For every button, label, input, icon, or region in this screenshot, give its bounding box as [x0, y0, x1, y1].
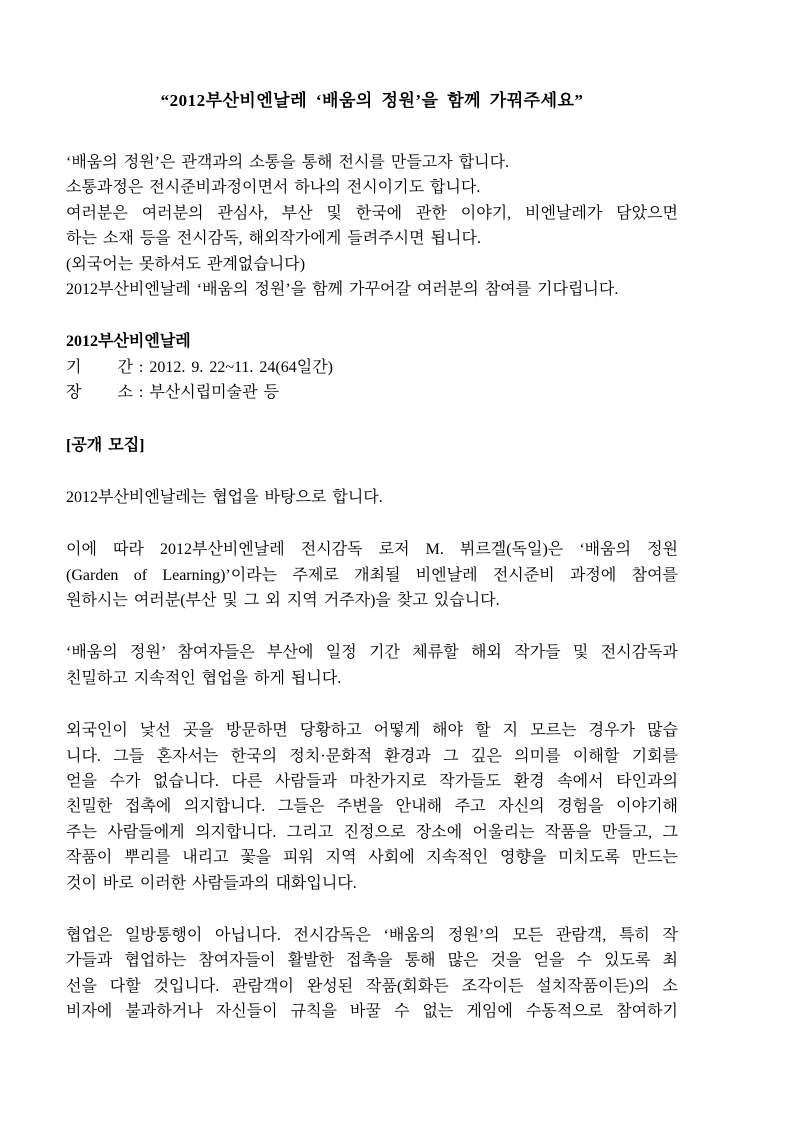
- text-line: 니다. 그들 혼자서는 한국의 정치·문화적 환경과 그 깊은 의미를 이해할 기회를: [66, 747, 678, 765]
- text-line: 친밀하고 지속적인 협업을 하게 됩니다.: [66, 669, 342, 687]
- text-line: [공개 모집]: [66, 436, 145, 454]
- text-line: 것이 바로 이러한 사람들과의 대화입니다.: [66, 874, 357, 892]
- participants-paragraph: [66, 640, 678, 691]
- intro-paragraph: [66, 150, 678, 302]
- text-line: 외국인이 낯선 곳을 방문하면 당황하고 어떻게 해야 할 지 모르는 경우가 많습: [66, 722, 678, 740]
- collaboration-statement: [66, 485, 678, 510]
- text-line: 하는 소재 등을 전시감독, 해외작가에게 들려주시면 됩니다.: [66, 230, 481, 248]
- text-line: 이에 따라 2012부산비엔날레 전시감독 로저 M. 뷔르겔(독일)은 ‘배움의 정원: [66, 541, 678, 559]
- text-line: 선을 다할 것입니다. 관람객이 완성된 작품(회화든 조각이든 설치작품이든)의 소: [66, 977, 678, 995]
- foreigners-paragraph: [66, 718, 678, 896]
- text-line: ‘배움의 정원’은 관객과의 소통을 통해 전시를 만들고자 합니다.: [66, 154, 510, 171]
- text-line: 작품이 뿌리를 내리고 꽃을 피워 지역 사회에 지속적인 영향을 미치도록 만드는: [66, 849, 678, 867]
- text-line: 장 소 : 부산시립미술관 등: [66, 384, 280, 402]
- text-line: (Garden of Learning)’이라는 주제로 개최될 비엔날레 전시준비 과정에 참여를: [66, 566, 678, 584]
- text-line: 가들과 협업하는 참여자들이 활발한 접촉을 통해 많은 것을 얻을 수 있도록 최: [66, 952, 678, 970]
- document-body: [66, 150, 678, 1025]
- text-line: 원하시는 여러분(부산 및 그 외 지역 거주자)을 찾고 있습니다.: [66, 592, 500, 610]
- text-line: 2012부산비엔날레 ‘배움의 정원’을 함께 가꾸어갈 여러분의 참여를 기다립니다.: [66, 280, 619, 298]
- text-line: 2012부산비엔날레: [66, 333, 191, 351]
- open-call-heading: [66, 433, 678, 458]
- text-line: 얻을 수가 없습니다. 다른 사람들과 마찬가지로 작가들도 환경 속에서 타인과의: [66, 773, 678, 791]
- document-title: “2012부산비엔날레 ‘배움의 정원’을 함께 가꿔주세요”: [160, 91, 584, 110]
- text-line: 여러분은 여러분의 관심사, 부산 및 한국에 관한 이야기, 비엔날레가 담았으면: [66, 204, 678, 222]
- text-line: 비자에 불과하거나 자신들이 규칙을 바꿀 수 없는 게임에 수동적으로 참여하기: [66, 1003, 678, 1021]
- text-line: 소통과정은 전시준비과정이면서 하나의 전시이기도 합니다.: [66, 179, 481, 197]
- text-line: 2012부산비엔날레는 협업을 바탕으로 합니다.: [66, 488, 383, 506]
- collaboration-paragraph: [66, 923, 678, 1025]
- text-line: 협업은 일방통행이 아닙니다. 전시감독은 ‘배움의 정원’의 모든 관람객, 특히 작: [66, 926, 678, 944]
- text-line: ‘배움의 정원’ 참여자들은 부산에 일정 기간 체류할 해외 작가들 및 전시감독과: [66, 644, 678, 662]
- recruitment-paragraph: [66, 537, 678, 613]
- text-line: 주는 사람들에게 의지합니다. 그리고 진정으로 장소에 어울리는 작품을 만들고, 그: [66, 823, 678, 841]
- text-line: 친밀한 접촉에 의지합니다. 그들은 주변을 안내해 주고 자신의 경험을 이야기해: [66, 798, 678, 816]
- text-line: 기 간 : 2012. 9. 22~11. 24(64일간): [66, 358, 333, 376]
- biennale-info: [66, 329, 678, 405]
- text-line: (외국어는 못하셔도 관계없습니다): [66, 255, 306, 273]
